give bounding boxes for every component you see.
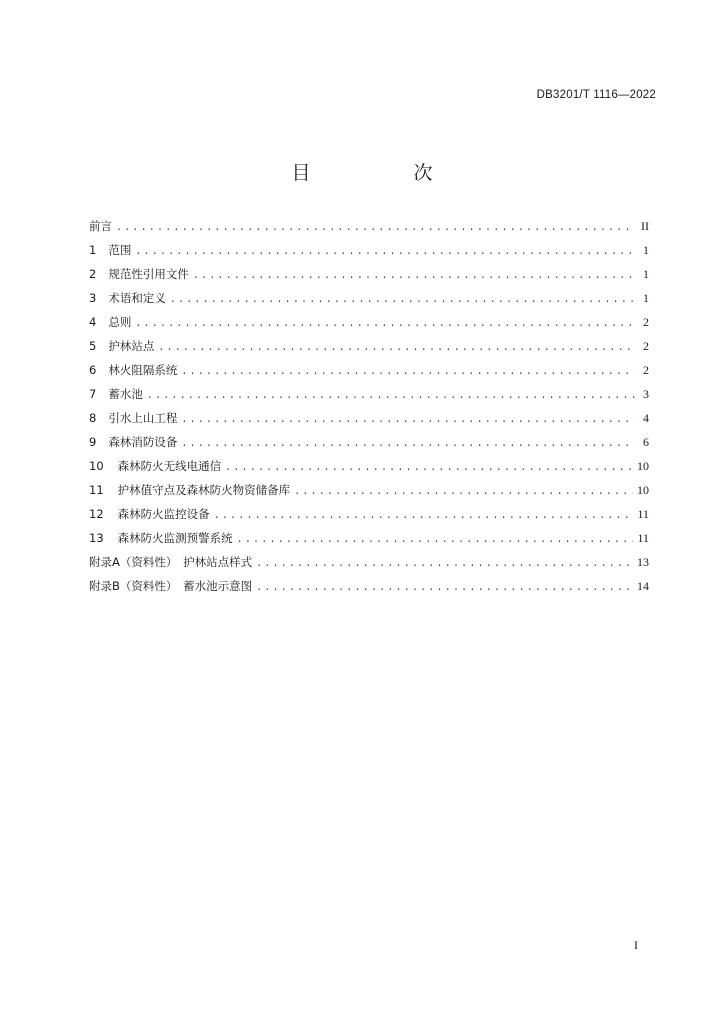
toc-entry-number: 2 — [89, 267, 97, 281]
toc-entry[interactable] — [89, 458, 649, 482]
toc-entry-page: 3 — [643, 387, 649, 401]
toc-entry-label: 护林值守点及森林防火物资储备库 — [117, 483, 291, 497]
toc-entry-number: 1 — [89, 243, 97, 257]
toc-leader-dots — [256, 559, 633, 570]
toc-entry[interactable] — [89, 242, 649, 266]
toc-entry-label: 森林防火监测预警系统 — [117, 531, 233, 545]
toc-entry-page: 14 — [637, 579, 649, 593]
toc-leader-dots — [181, 415, 635, 426]
toc-entry[interactable] — [89, 434, 649, 458]
toc-entry-page: 4 — [643, 411, 649, 425]
toc-entry-label: 蓄水池 — [108, 387, 143, 401]
toc-entry-page: 13 — [637, 555, 649, 569]
toc-entry[interactable] — [89, 338, 649, 362]
toc-entry-label: 前言 — [89, 219, 112, 233]
page-title: 目 次 — [291, 162, 475, 184]
toc-leader-dots — [135, 247, 635, 258]
toc-entry-number: 12 — [89, 507, 104, 521]
toc-entry-number: 5 — [89, 339, 97, 353]
toc-leader-dots — [256, 583, 633, 594]
page-number: I — [634, 938, 638, 952]
toc-entry[interactable] — [89, 386, 649, 410]
toc-entry-label: 引水上山工程 — [108, 411, 178, 425]
toc-entry-page: 1 — [643, 291, 649, 305]
toc-entry[interactable] — [89, 314, 649, 338]
toc-entry-page: 1 — [643, 243, 649, 257]
toc-entry-number: 11 — [89, 483, 104, 497]
toc-entry-number: 10 — [89, 459, 104, 473]
toc-entry[interactable] — [89, 218, 649, 242]
toc-leader-dots — [214, 511, 634, 522]
toc-entry-number: 4 — [89, 315, 97, 329]
toc-entry[interactable] — [89, 554, 649, 578]
toc-entry-number: 6 — [89, 363, 97, 377]
toc-entry-number: 7 — [89, 387, 97, 401]
toc-entry[interactable] — [89, 578, 649, 602]
toc-entry-label: 规范性引用文件 — [108, 267, 189, 281]
toc-entry-label: 范围 — [108, 243, 132, 257]
toc-entry-label: 附录B（资料性） 蓄水池示意图 — [89, 579, 253, 593]
toc-entry[interactable] — [89, 290, 649, 314]
toc-entry-page: 10 — [637, 483, 649, 497]
table-of-contents — [89, 218, 649, 602]
toc-leader-dots — [135, 319, 635, 330]
toc-entry-label: 森林防火监控设备 — [117, 507, 210, 521]
toc-entry-page: 11 — [637, 531, 649, 545]
toc-entry-label: 总则 — [108, 315, 132, 329]
toc-entry[interactable] — [89, 530, 649, 554]
toc-entry-page: 10 — [637, 459, 649, 473]
toc-entry-page: 2 — [643, 363, 649, 377]
toc-leader-dots — [225, 463, 633, 474]
toc-entry-page: 1 — [643, 267, 649, 281]
document-code: DB3201/T 1116—2022 — [536, 89, 656, 101]
toc-leader-dots — [181, 439, 635, 450]
toc-leader-dots — [294, 487, 633, 498]
toc-leader-dots — [170, 295, 635, 306]
toc-entry[interactable] — [89, 410, 649, 434]
toc-entry-number: 13 — [89, 531, 104, 545]
toc-entry[interactable] — [89, 362, 649, 386]
toc-leader-dots — [181, 367, 635, 378]
toc-entry-number: 9 — [89, 435, 97, 449]
toc-entry-page: 11 — [637, 507, 649, 521]
toc-entry-label: 护林站点 — [108, 339, 155, 353]
toc-entry[interactable] — [89, 482, 649, 506]
toc-entry-number: 8 — [89, 411, 97, 425]
toc-entry[interactable] — [89, 266, 649, 290]
toc-entry-page: 2 — [643, 339, 649, 353]
toc-entry-label: 术语和定义 — [108, 291, 166, 305]
toc-entry-label: 附录A（资料性） 护林站点样式 — [89, 555, 253, 569]
toc-entry-page: 6 — [643, 435, 649, 449]
toc-entry-page: II — [641, 219, 649, 233]
toc-entry-label: 森林消防设备 — [108, 435, 178, 449]
toc-leader-dots — [147, 391, 635, 402]
toc-leader-dots — [193, 271, 635, 282]
toc-leader-dots — [158, 343, 635, 354]
toc-entry-page: 2 — [643, 315, 649, 329]
toc-entry-number: 3 — [89, 291, 97, 305]
toc-leader-dots — [116, 223, 635, 234]
toc-entry[interactable] — [89, 506, 649, 530]
toc-entry-label: 森林防火无线电通信 — [117, 459, 222, 473]
toc-entry-label: 林火阻隔系统 — [108, 363, 178, 377]
toc-leader-dots — [237, 535, 634, 546]
